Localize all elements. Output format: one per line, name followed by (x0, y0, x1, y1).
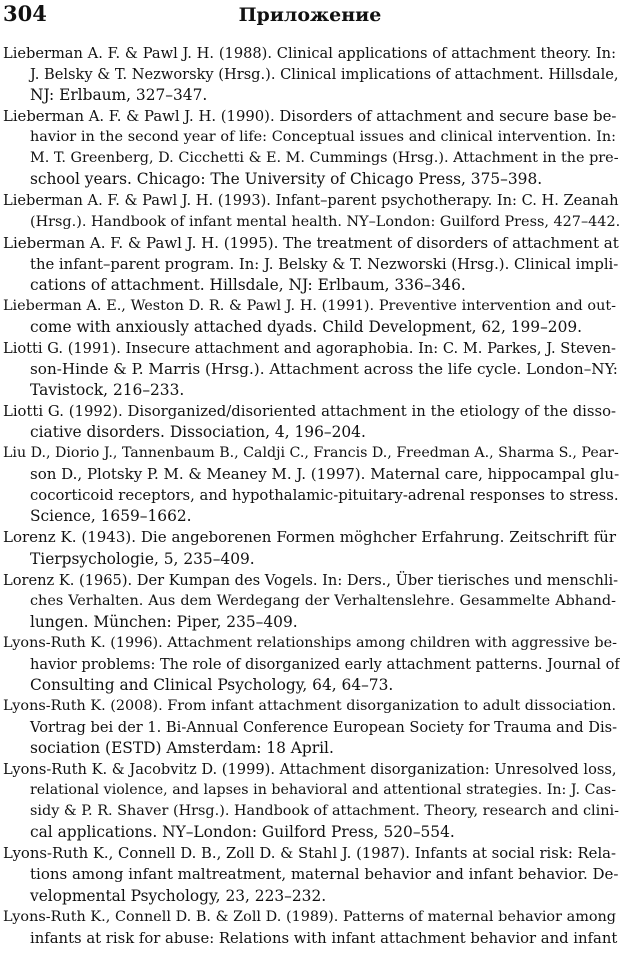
page-header (0, 0, 620, 30)
reference-continuation-line: son-Hinde & P. Marris (Hrsg.). Attachment across the life cycle. London–NY: (30, 359, 618, 378)
reference-first-line: Lieberman A. F. & Pawl J. H. (1995). The treatment of disorders of attachment at (3, 233, 619, 252)
reference-continuation-line: ciative disorders. Dissociation, 4, 196–204. (30, 423, 366, 442)
reference-entry (0, 843, 620, 906)
reference-entry (0, 527, 620, 569)
reference-first-line: Lieberman A. F. & Pawl J. H. (1993). Infant–parent psychotherapy. In: C. H. Zeanah (3, 192, 619, 210)
reference-continuation-line: J. Belsky & T. Nezworsky (Hrsg.). Clinical implications of attachment. Hillsdale, (30, 66, 619, 84)
reference-entry (0, 633, 620, 696)
reference-continuation-line: sociation (ESTD) Amsterdam: 18 April. (30, 739, 334, 758)
reference-continuation-line: Consulting and Clinical Psychology, 64, 64–73. (30, 675, 394, 694)
reference-entry (0, 696, 620, 759)
reference-continuation-line: havior in the second year of life: Conceptual issues and clinical intervention. In: (30, 129, 616, 146)
reference-entry (0, 443, 620, 527)
reference-continuation-line: tions among infant maltreatment, maternal behavior and infant behavior. De- (30, 865, 619, 884)
reference-first-line: Lorenz K. (1943). Die angeborenen Formen möghcher Erfahrung. Zeitschrift für (3, 528, 616, 547)
running-title: Приложение (238, 4, 382, 26)
reference-continuation-line: come with anxiously attached dyads. Child Development, 62, 199–209. (30, 317, 583, 336)
reference-first-line: Lyons-Ruth K. (2008). From infant attachment disorganization to adult dissociation. (3, 697, 617, 714)
reference-continuation-line: relational violence, and lapses in behavioral and attentional strategies. In: J. Cas- (30, 782, 616, 799)
reference-continuation-line: cocorticoid receptors, and hypothalamic-pituitary-adrenal responses to stress. (30, 487, 619, 505)
reference-continuation-line: son D., Plotsky P. M. & Meaney M. J. (1997). Maternal care, hippocampal glu- (30, 465, 620, 484)
reference-entry (0, 401, 620, 443)
reference-continuation-line: havior problems: The role of disorganized early attachment patterns. Journal of (30, 655, 620, 673)
reference-entry (0, 233, 620, 296)
reference-first-line: Liotti G. (1991). Insecure attachment and agoraphobia. In: C. M. Parkes, J. Steven- (3, 339, 616, 357)
reference-continuation-line: M. T. Greenberg, D. Cicchetti & E. M. Cummings (Hrsg.). Attachment in the pre- (30, 150, 619, 167)
reference-continuation-line: cal applications. NY–London: Guilford Press, 520–554. (30, 823, 455, 842)
reference-continuation-line: Science, 1659–1662. (30, 507, 192, 526)
reference-entry (0, 190, 620, 232)
reference-entry (0, 296, 620, 338)
reference-first-line: Lieberman A. F. & Pawl J. H. (1990). Disorders of attachment and secure base be- (3, 108, 617, 126)
reference-entry (0, 759, 620, 843)
reference-continuation-line: ches Verhalten. Aus dem Werdegang der Verhaltenslehre. Gesammelte Abhand- (30, 592, 616, 609)
reference-first-line: Lyons-Ruth K. & Jacobvitz D. (1999). Attachment disorganization: Unresolved loss, (3, 761, 617, 779)
reference-first-line: Lyons-Ruth K., Connell D. B., Zoll D. & Stahl J. (1987). Infants at social risk: Rela- (3, 845, 616, 863)
reference-entry (0, 570, 620, 633)
reference-first-line: Liotti G. (1992). Disorganized/disoriented attachment in the etiology of the disso- (3, 403, 616, 421)
reference-continuation-line: Vortrag bei der 1. Bi-Annual Conference European Society for Trauma and Dis- (30, 719, 618, 736)
reference-first-line: Lorenz K. (1965). Der Kumpan des Vogels. In: Ders., Über tierisches und menschli- (3, 571, 619, 589)
reference-entry (0, 338, 620, 401)
reference-continuation-line: (Hrsg.). Handbook of infant mental health. NY–London: Guilford Press, 427–442. (30, 213, 620, 230)
reference-entry (0, 907, 620, 949)
reference-continuation-line: Tavistock, 216–233. (30, 381, 185, 399)
reference-continuation-line: NJ: Erlbaum, 327–347. (30, 86, 208, 105)
reference-continuation-line: velopmental Psychology, 23, 223–232. (30, 886, 327, 905)
reference-continuation-line: Tierpsychologie, 5, 235–409. (30, 549, 255, 568)
reference-first-line: Lieberman A. F. & Pawl J. H. (1988). Clinical applications of attachment theory. In: (3, 45, 616, 62)
reference-entry (0, 106, 620, 190)
reference-continuation-line: infants at risk for abuse: Relations with infant attachment behavior and infant (30, 929, 618, 947)
reference-list (0, 43, 620, 949)
reference-first-line: Lyons-Ruth K. (1996). Attachment relationships among children with aggressive be- (3, 634, 618, 651)
reference-first-line: Lieberman A. E., Weston D. R. & Pawl J. H. (1991). Preventive intervention and out- (3, 297, 616, 314)
page-number: 304 (3, 1, 47, 26)
reference-continuation-line: sidy & P. R. Shaver (Hrsg.). Handbook of attachment. Theory, research and clini- (30, 803, 619, 820)
reference-continuation-line: the infant–parent program. In: J. Belsky & T. Nezworski (Hrsg.). Clinical impli- (30, 255, 619, 273)
reference-continuation-line: cations of attachment. Hillsdale, NJ: Erlbaum, 336–346. (30, 275, 466, 294)
reference-entry (0, 43, 620, 106)
reference-continuation-line: school years. Chicago: The University of Chicago Press, 375–398. (30, 170, 543, 189)
reference-continuation-line: lungen. München: Piper, 235–409. (30, 612, 298, 631)
reference-first-line: Liu D., Diorio J., Tannenbaum B., Caldji C., Francis D., Freedman A., Sharma S., Pear- (3, 445, 619, 462)
reference-first-line: Lyons-Ruth K., Connell D. B. & Zoll D. (1989). Patterns of maternal behavior among (3, 908, 616, 925)
